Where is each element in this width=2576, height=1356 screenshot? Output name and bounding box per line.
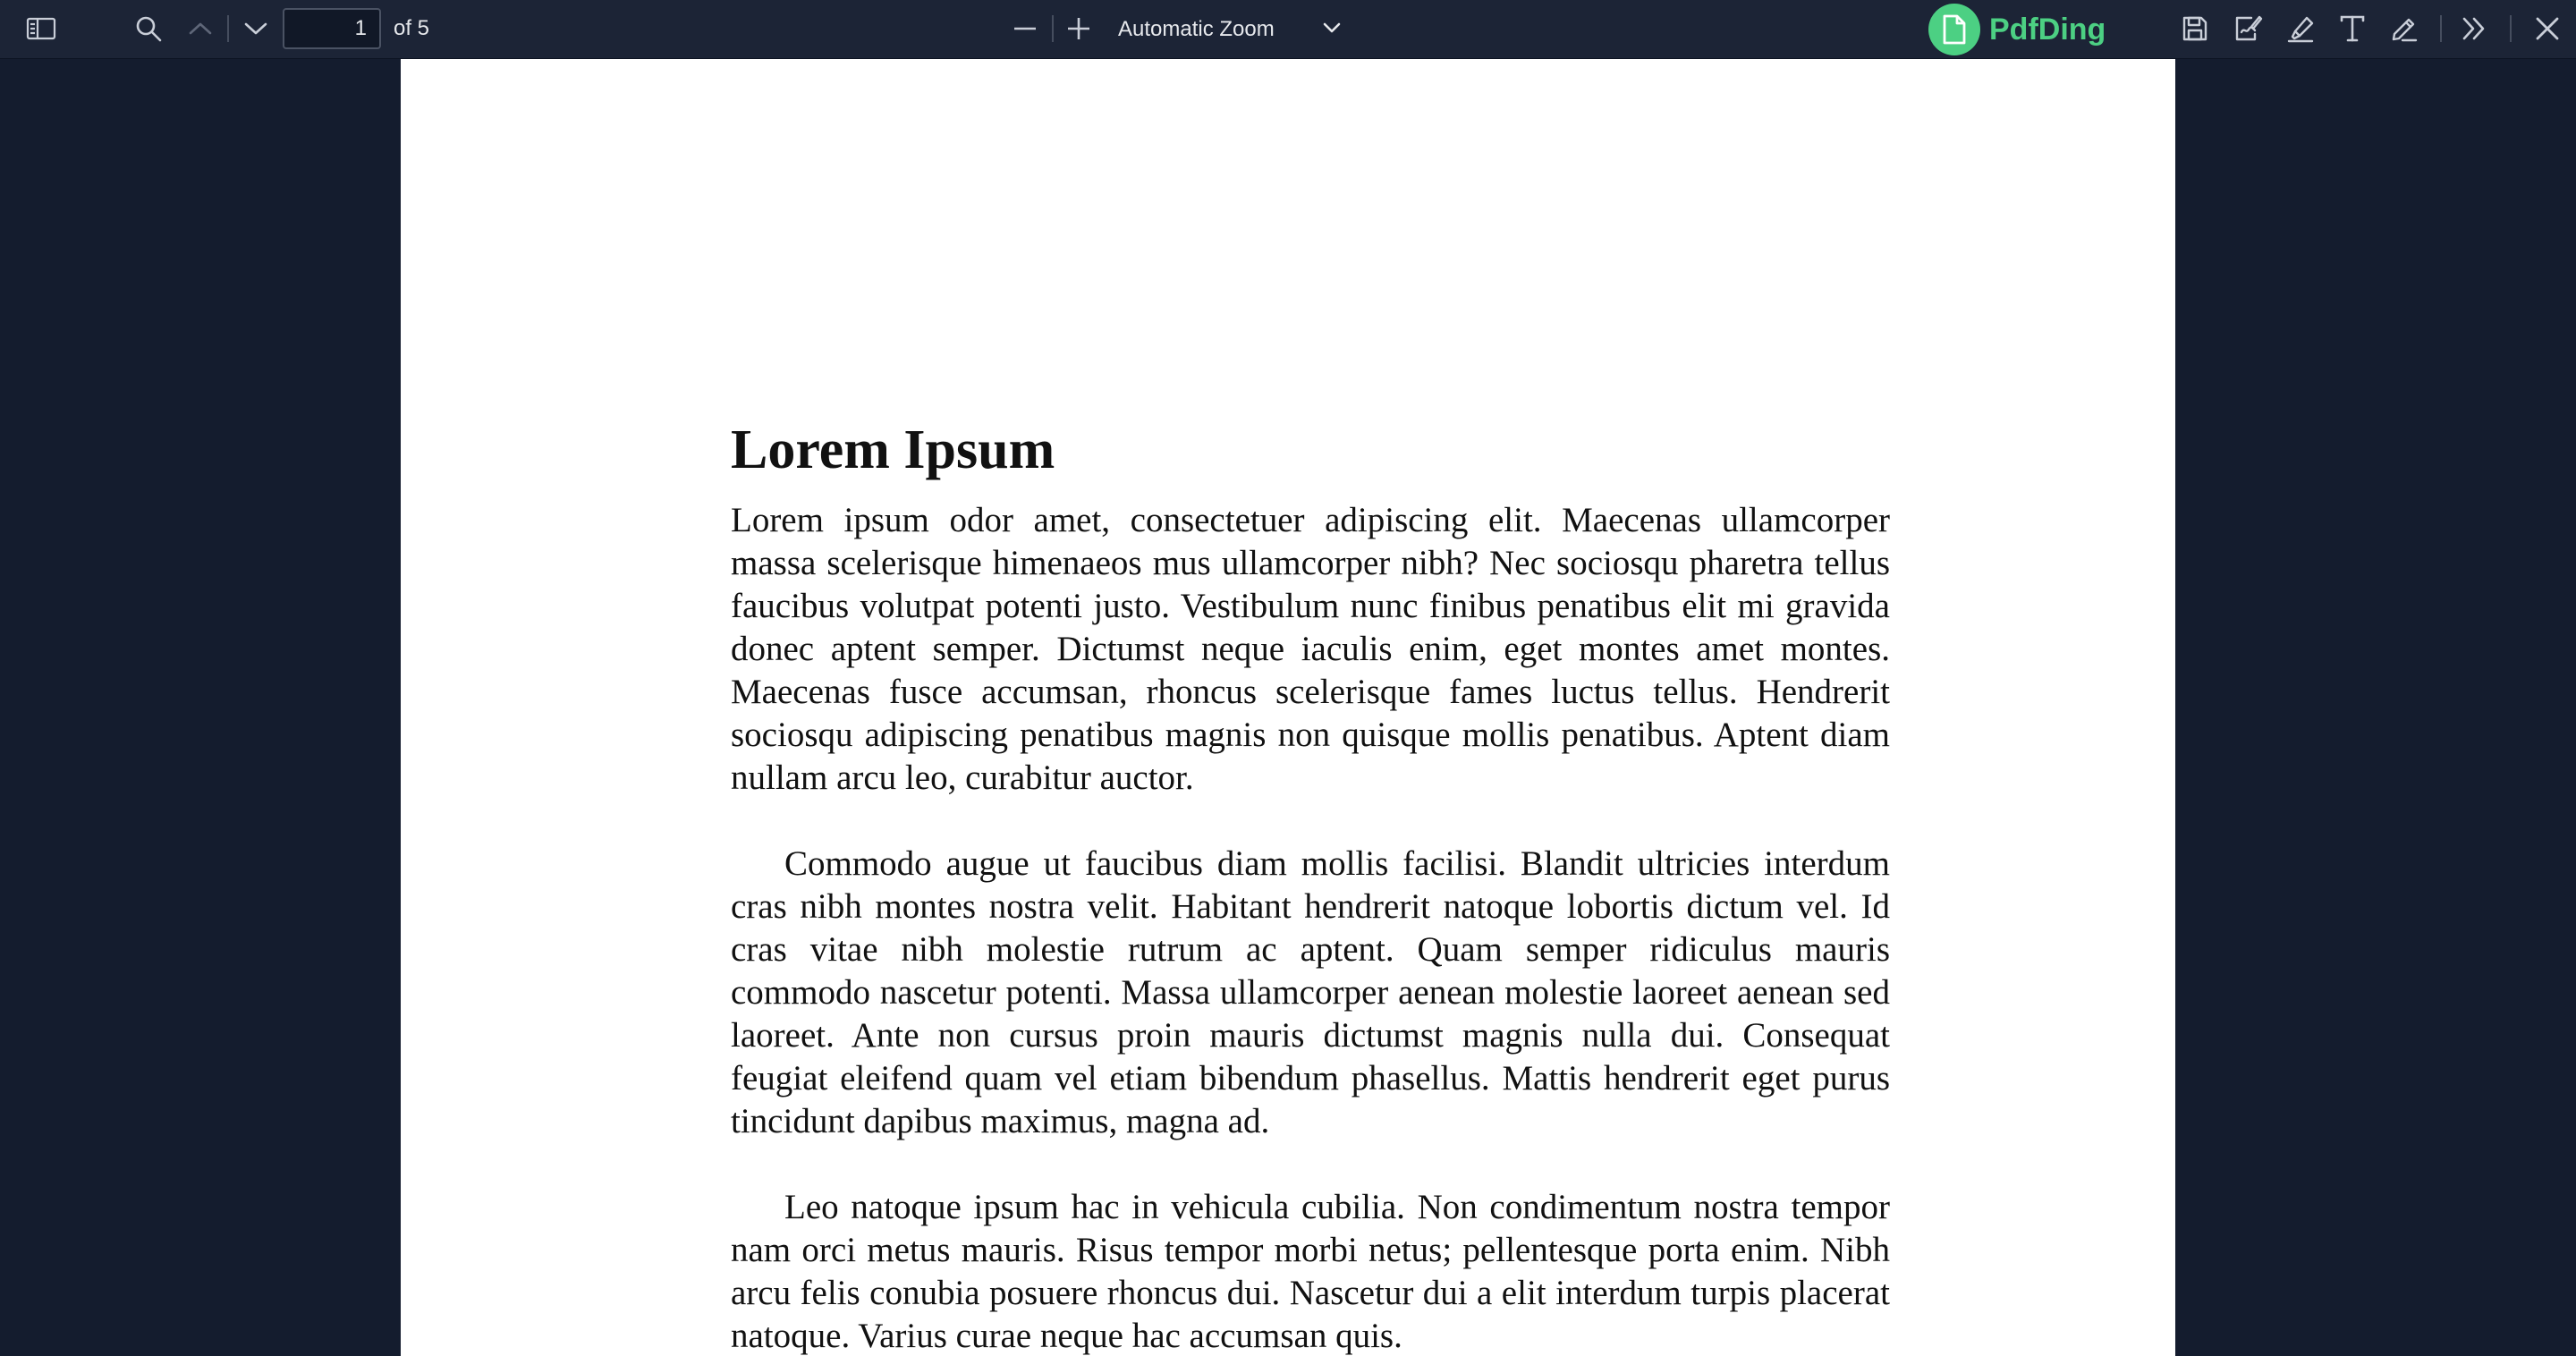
close-icon: [2535, 16, 2560, 41]
toolbar-separator: [2440, 15, 2442, 42]
highlighter-icon: [2285, 14, 2316, 43]
signature-button[interactable]: [2227, 7, 2270, 50]
search-icon: [134, 14, 163, 43]
page-number-input[interactable]: [283, 8, 381, 49]
zoom-out-button[interactable]: [1004, 7, 1046, 50]
toolbar-separator: [227, 15, 229, 42]
sidebar-toggle-icon: [26, 17, 56, 40]
chevron-down-icon: [1322, 21, 1342, 38]
paragraph: Lorem ipsum odor amet, consectetuer adipiscing elit. Maecenas ullamcorper massa scelerisque himenaeos mus ullamcorper nibh? Nec sociosqu pharetra tellus faucibus volutpat potenti justo. Vestibulum nunc finibus penatibus elit mi gravida donec aptent semper. Dictumst neque iaculis enim, eget montes amet montes. Maecenas fusce accumsan, rhoncus scelerisque fames luctus tellus. Hendrerit sociosqu adipiscing penatibus magnis non quisque mollis penatibus. Aptent diam nullam arcu leo, curabitur auctor.: [731, 501, 1890, 797]
document-icon: [1928, 4, 1980, 55]
paragraph: Leo natoque ipsum hac in vehicula cubilia. Non condimentum nostra tempor nam orci metus mauris. Risus tempor morbi netus; pellentesque porta enim. Nibh arcu felis conubia posuere rhoncus dui. Nascetur dui a elit interdum turpis placerat natoque. Varius curae neque hac accumsan quis.: [731, 1188, 1890, 1355]
document-viewer[interactable]: [0, 59, 2576, 1356]
zoom-in-button[interactable]: [1057, 7, 1100, 50]
toolbar-separator: [2510, 15, 2512, 42]
close-button[interactable]: [2526, 7, 2569, 50]
zoom-select-value: Automatic Zoom: [1118, 17, 1275, 41]
previous-page-button[interactable]: [179, 7, 222, 50]
double-chevron-right-icon: [2461, 16, 2487, 41]
minus-icon: [1013, 27, 1038, 30]
highlight-button[interactable]: [2279, 7, 2322, 50]
plus-icon: [1066, 16, 1091, 41]
more-tools-button[interactable]: [2453, 7, 2496, 50]
page-content: [731, 417, 1890, 1356]
page-count-label: of 5: [394, 16, 430, 40]
chevron-up-icon: [187, 20, 214, 38]
toolbar-separator: [1052, 15, 1054, 42]
zoom-select[interactable]: [1106, 11, 1356, 48]
text-icon: [2339, 14, 2366, 43]
pencil-icon: [2390, 14, 2419, 43]
text-tool-button[interactable]: [2331, 7, 2374, 50]
floppy-disk-icon: [2181, 14, 2209, 43]
next-page-button[interactable]: [234, 7, 277, 50]
chevron-down-icon: [242, 20, 269, 38]
sidebar-toggle-button[interactable]: [20, 7, 63, 50]
brand[interactable]: [1928, 4, 2106, 55]
pdf-toolbar: [0, 0, 2576, 59]
draw-button[interactable]: [2383, 7, 2426, 50]
document-title: Lorem Ipsum: [731, 420, 1055, 480]
brand-name: PdfDing: [1989, 13, 2106, 47]
paragraph: Commodo augue ut faucibus diam mollis facilisi. Blandit ultricies interdum cras nibh montes nostra velit. Habitant hendrerit natoque lobortis dictum vel. Id cras vitae nibh molestie rutrum ac aptent. Quam semper ridiculus mauris commodo nascetur potenti. Massa ullamcorper aenean molestie laoreet aenean sed laoreet. Ante non cursus proin mauris dictumst magnis nulla dui. Consequat feugiat eleifend quam vel etiam bibendum phasellus. Mattis hendrerit eget purus tincidunt dapibus maximus, magna ad.: [731, 844, 1890, 1140]
signature-icon: [2233, 14, 2264, 43]
save-button[interactable]: [2174, 7, 2216, 50]
pdf-page: [401, 59, 2175, 1356]
search-button[interactable]: [127, 7, 170, 50]
